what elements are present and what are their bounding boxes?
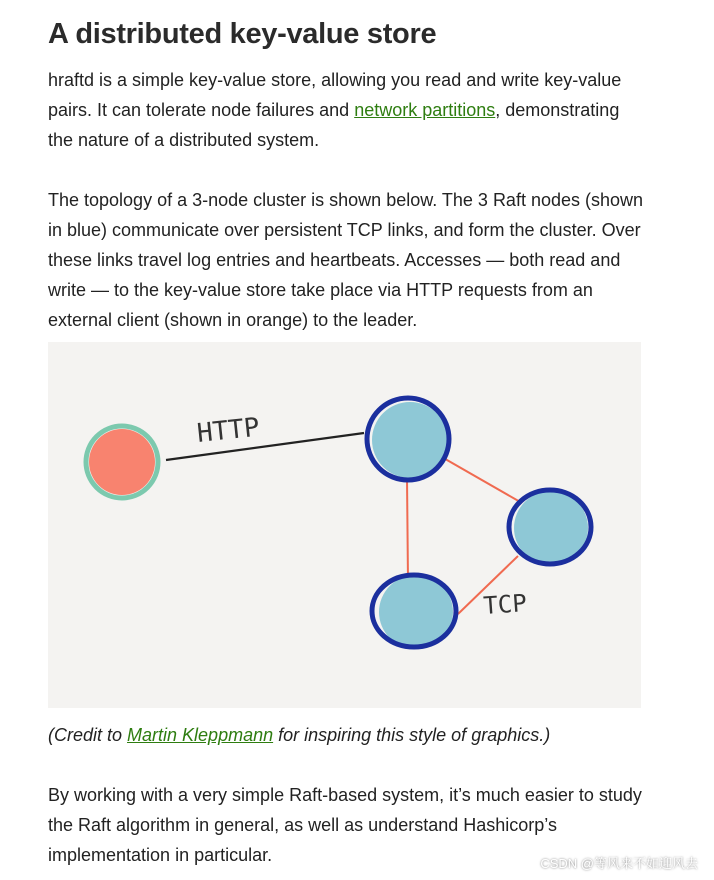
- article: [48, 18, 648, 870]
- client-node: [86, 426, 158, 498]
- martin-kleppmann-link[interactable]: Martin Kleppmann: [127, 725, 274, 745]
- http-label: HTTP: [195, 412, 262, 449]
- cluster-diagram-svg: [48, 342, 641, 708]
- article-title: A distributed key-value store: [48, 18, 437, 50]
- intro-text-before: hraftd is a simple key-value store, allowing you read and write key-value pairs. It can tolerate node failures and: [48, 70, 622, 120]
- raft-node-right: [509, 490, 591, 565]
- raft-node-bottom: [372, 575, 456, 649]
- raft-node-leader: [367, 398, 449, 480]
- intro-text-after: , demonstrating the nature of a distributed system.: [48, 100, 620, 150]
- tcp-label: TCP: [482, 589, 528, 620]
- intro-paragraph: [48, 65, 648, 155]
- caption-text-before: (Credit to: [48, 725, 128, 745]
- cluster-diagram: [48, 342, 641, 708]
- csdn-watermark: CSDN @等风来不如迎风去: [540, 856, 698, 871]
- tcp-link-node1-node3: [407, 478, 408, 582]
- network-partitions-link[interactable]: network partitions: [354, 100, 496, 120]
- closing-paragraph: By working with a very simple Raft-based system, it’s much easier to study the Raft algorithm in general, as well as understand Hashicorp’s implementation in particular.: [48, 785, 642, 865]
- http-link: [166, 433, 364, 460]
- figure-caption: [48, 720, 648, 750]
- caption-text-after: for inspiring this style of graphics.): [273, 725, 551, 745]
- tcp-link-node1-node2: [440, 456, 522, 503]
- topology-paragraph: The topology of a 3-node cluster is shown below. The 3 Raft nodes (shown in blue) communicate over persistent TCP links, and form the cluster. Over these links travel log entries and heartbeats. Accesses — both read and write — to the key-value store take place via HTTP requests from an external client (shown in orange) to the leader.: [48, 190, 644, 330]
